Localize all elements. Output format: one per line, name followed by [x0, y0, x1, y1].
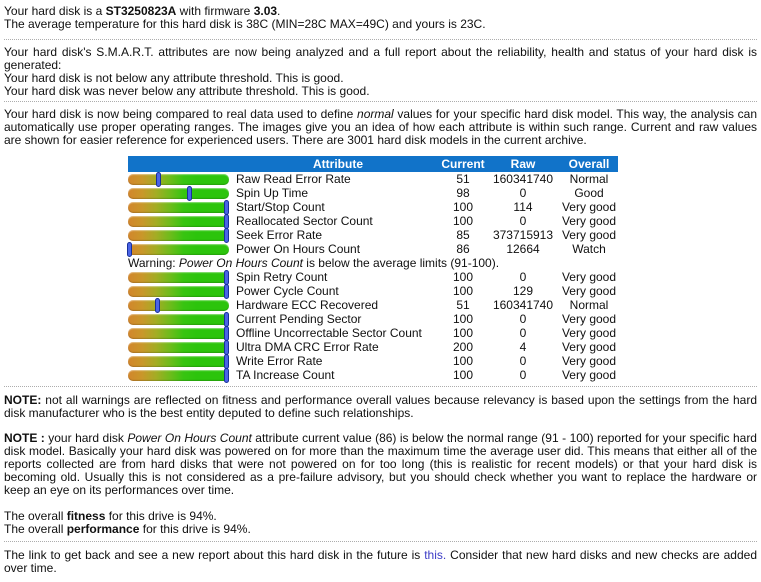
attribute-range-bar	[128, 356, 229, 367]
text-segment: The link to get back and see a new report about this hard disk in the future is	[4, 548, 425, 562]
attribute-current-value: 100	[452, 270, 474, 284]
dotted-divider	[4, 386, 757, 387]
range-slider-marker	[224, 368, 229, 383]
range-slider-marker	[224, 228, 229, 243]
attribute-bar-cell	[128, 186, 236, 200]
range-slider-marker	[127, 242, 132, 257]
intro-paragraph	[4, 5, 757, 31]
attribute-raw-value: 160341740	[492, 298, 554, 312]
attribute-current-value: 51	[456, 298, 470, 312]
overall-summary-paragraph	[4, 510, 757, 536]
attribute-bar-cell	[128, 172, 236, 186]
attribute-raw-value: 0	[519, 214, 527, 228]
text-segment: ST3250823A	[105, 4, 177, 18]
text-segment: The average temperature for this hard disk is 38C (MIN=28C MAX=49C) and yours is 23C.	[4, 17, 486, 31]
attribute-bar-cell	[128, 326, 236, 340]
attribute-name: Spin Up Time	[236, 186, 309, 200]
attribute-overall-rating: Normal	[569, 298, 609, 312]
range-slider-marker	[187, 186, 192, 201]
header-overall: Overall	[560, 156, 618, 172]
attribute-current-value: 100	[452, 214, 474, 228]
text-segment: for this drive is 94%.	[139, 522, 251, 536]
attribute-overall-rating: Very good	[561, 228, 617, 242]
attribute-current-value: 86	[456, 242, 470, 256]
attribute-overall-rating: Very good	[561, 368, 617, 382]
smart-attributes-table	[128, 156, 618, 382]
attribute-current-value: 200	[452, 340, 474, 354]
attribute-bar-cell	[128, 340, 236, 354]
attribute-bar-cell	[128, 270, 236, 284]
text-segment: normal	[357, 107, 394, 121]
attribute-range-bar	[128, 244, 229, 255]
attribute-current-value: 100	[452, 312, 474, 326]
attribute-raw-value: 0	[519, 312, 527, 326]
dotted-divider	[4, 39, 757, 40]
attribute-overall-rating: Very good	[561, 214, 617, 228]
attribute-name: Current Pending Sector	[236, 312, 362, 326]
attribute-raw-value: 0	[519, 368, 527, 382]
text-segment: performance	[66, 522, 140, 536]
attribute-name: Ultra DMA CRC Error Rate	[236, 340, 379, 354]
text-segment: Your hard disk was never below any attribute threshold. This is good.	[4, 84, 370, 98]
attribute-current-value: 98	[456, 186, 470, 200]
text-segment: NOTE:	[4, 393, 42, 407]
text-segment: .	[277, 4, 281, 18]
attribute-range-bar	[128, 230, 229, 241]
attribute-range-bar	[128, 216, 229, 227]
table-row	[128, 228, 618, 242]
header-attribute: Attribute	[236, 156, 440, 172]
table-row	[128, 284, 618, 298]
attribute-bar-cell	[128, 312, 236, 326]
range-slider-marker	[224, 284, 229, 299]
range-slider-marker	[155, 298, 160, 313]
attribute-raw-value: 0	[519, 186, 527, 200]
text-segment: Your hard disk is a	[4, 4, 106, 18]
text-segment: values for your specific hard disk model. This way, the analysis can automatically use proper operating ranges. The images give you an idea of how each attribute is within such range. Current and raw values are shown for easier reference for experienced users. There are 3001 hard disk models in the current archive.	[4, 107, 757, 147]
text-segment: Consider that new hard disks and new checks are added over time.	[4, 548, 757, 575]
attribute-current-value: 100	[452, 284, 474, 298]
attribute-current-value: 100	[452, 200, 474, 214]
attribute-overall-rating: Watch	[572, 242, 606, 256]
table-row	[128, 340, 618, 354]
attribute-raw-value: 0	[519, 354, 527, 368]
table-row	[128, 200, 618, 214]
header-bar-spacer	[128, 156, 236, 172]
attribute-overall-rating: Normal	[569, 172, 609, 186]
new-report-link[interactable]: this.	[424, 548, 447, 562]
attribute-range-bar	[128, 272, 229, 283]
range-slider-marker	[224, 214, 229, 229]
text-segment: for this drive is 94%.	[105, 509, 217, 523]
attribute-bar-cell	[128, 354, 236, 368]
table-row	[128, 312, 618, 326]
text-segment: Your hard disk is not below any attribute threshold. This is good.	[4, 71, 344, 85]
table-warning-row	[128, 256, 618, 270]
text-segment: The overall	[4, 522, 67, 536]
header-raw: Raw	[486, 156, 560, 172]
table-row	[128, 214, 618, 228]
attribute-range-bar	[128, 286, 229, 297]
range-slider-marker	[224, 354, 229, 369]
attribute-range-bar	[128, 370, 229, 381]
text-segment: fitness	[66, 509, 106, 523]
dotted-divider	[4, 541, 757, 542]
attribute-bar-cell	[128, 368, 236, 382]
table-row	[128, 186, 618, 200]
table-row	[128, 270, 618, 284]
attribute-name: Spin Retry Count	[236, 270, 328, 284]
text-segment: Warning:	[128, 256, 179, 270]
text-segment: NOTE :	[4, 431, 45, 445]
range-slider-marker	[224, 270, 229, 285]
table-row	[128, 326, 618, 340]
smart-table-body	[128, 172, 618, 382]
text-segment: attribute current value (86) is below the normal range (91 - 100) reported for your specific hard disk model. Basically your hard disk was powered on for more than the maximum time the average user did. This means that either all of the reports collected are from hard disks that were not powered on for too long (this is realistic for recent models) or that your hard disk is becoming old. Usually this is not considered as a pre-failure advisory, but you should check whether you want to replace the hardware or keep an eye on its performances over time.	[4, 431, 757, 497]
smart-status-paragraph	[4, 46, 757, 98]
attribute-current-value: 100	[452, 326, 474, 340]
attribute-overall-rating: Very good	[561, 312, 617, 326]
range-slider-marker	[224, 340, 229, 355]
text-segment: The overall	[4, 509, 67, 523]
attribute-raw-value: 373715913	[492, 228, 554, 242]
table-row	[128, 172, 618, 186]
attribute-range-bar	[128, 188, 229, 199]
comparison-paragraph	[4, 108, 757, 147]
text-segment: Power On Hours Count	[178, 256, 303, 270]
attribute-current-value: 100	[452, 354, 474, 368]
poh-note-paragraph	[4, 432, 757, 497]
attribute-name: Reallocated Sector Count	[236, 214, 373, 228]
range-slider-marker	[224, 200, 229, 215]
table-row	[128, 354, 618, 368]
range-slider-marker	[224, 312, 229, 327]
dotted-divider	[4, 101, 757, 102]
attribute-overall-rating: Very good	[561, 354, 617, 368]
attribute-name: Power Cycle Count	[236, 284, 339, 298]
table-row	[128, 242, 618, 256]
warning-text	[128, 256, 618, 270]
attribute-bar-cell	[128, 200, 236, 214]
attribute-range-bar	[128, 202, 229, 213]
attribute-current-value: 85	[456, 228, 470, 242]
header-current: Current	[441, 157, 485, 171]
attribute-name: Write Error Rate	[236, 354, 323, 368]
attribute-raw-value: 12664	[506, 242, 540, 256]
attribute-name: Start/Stop Count	[236, 200, 325, 214]
attribute-bar-cell	[128, 214, 236, 228]
attribute-name: Seek Error Rate	[236, 228, 323, 242]
attribute-overall-rating: Very good	[561, 284, 617, 298]
attribute-name: Offline Uncorrectable Sector Count	[236, 326, 422, 340]
attribute-bar-cell	[128, 298, 236, 312]
attribute-raw-value: 114	[513, 200, 533, 214]
attribute-overall-rating: Very good	[561, 270, 617, 284]
range-slider-marker	[224, 326, 229, 341]
text-segment: Power On Hours Count	[127, 431, 252, 445]
attribute-overall-rating: Very good	[561, 326, 617, 340]
attribute-range-bar	[128, 342, 229, 353]
note-paragraph	[4, 394, 757, 420]
text-segment: is below the average limits (91-100).	[302, 256, 500, 270]
attribute-name: Raw Read Error Rate	[236, 172, 351, 186]
attribute-current-value: 51	[456, 172, 470, 186]
attribute-current-value: 100	[452, 368, 474, 382]
attribute-range-bar	[128, 328, 229, 339]
table-row	[128, 298, 618, 312]
text-segment: not all warnings are reflected on fitness and performance overall values because relevancy is based upon the settings from the hard disk manufacturer who is the best entity deputed to define such relationships.	[4, 393, 757, 420]
attribute-raw-value: 0	[519, 270, 527, 284]
attribute-name: TA Increase Count	[236, 368, 335, 382]
attribute-overall-rating: Very good	[561, 200, 617, 214]
attribute-raw-value: 129	[512, 284, 534, 298]
attribute-overall-rating: Good	[574, 186, 604, 200]
attribute-bar-cell	[128, 228, 236, 242]
attribute-raw-value: 160341740	[492, 172, 554, 186]
text-segment: Your hard disk's S.M.A.R.T. attributes are now being analyzed and a full report about the reliability, health and status of your hard disk is generated:	[4, 45, 757, 72]
attribute-name: Hardware ECC Recovered	[236, 298, 379, 312]
report-link-paragraph	[4, 549, 757, 575]
attribute-range-bar	[128, 174, 229, 185]
attribute-bar-cell	[128, 242, 236, 256]
range-slider-marker	[156, 172, 161, 187]
attribute-raw-value: 4	[519, 340, 527, 354]
attribute-name: Power On Hours Count	[236, 242, 361, 256]
text-segment: with firmware	[176, 4, 254, 18]
table-row	[128, 368, 618, 382]
attribute-range-bar	[128, 300, 229, 311]
attribute-bar-cell	[128, 284, 236, 298]
attribute-overall-rating: Very good	[561, 340, 617, 354]
attribute-range-bar	[128, 314, 229, 325]
text-segment: your hard disk	[44, 431, 128, 445]
text-segment: Your hard disk is now being compared to real data used to define	[4, 107, 358, 121]
attribute-raw-value: 0	[519, 326, 527, 340]
text-segment: 3.03	[253, 4, 278, 18]
table-header-row	[128, 156, 618, 172]
